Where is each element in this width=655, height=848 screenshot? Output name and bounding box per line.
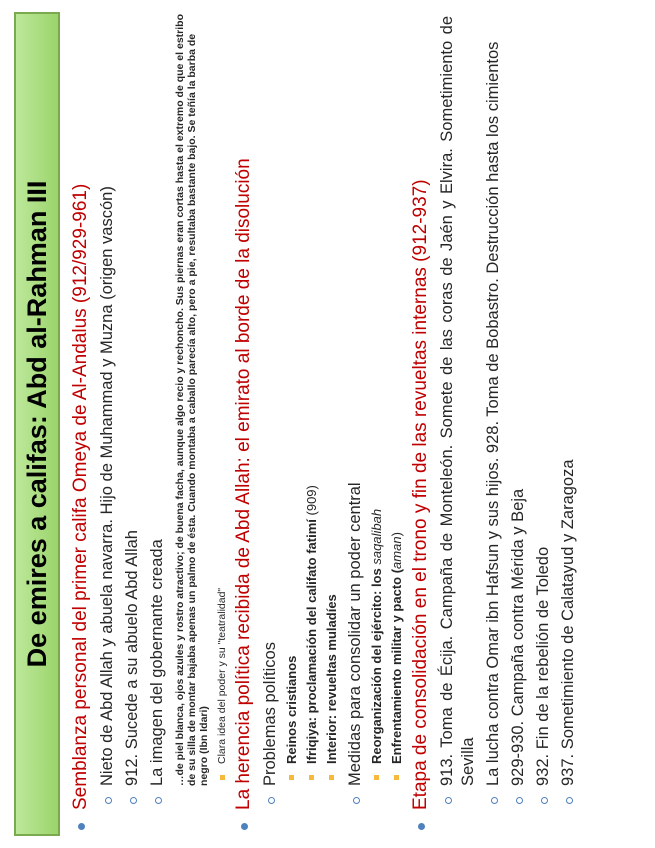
square-bullet-icon (329, 775, 334, 780)
ring-bullet-icon (445, 797, 452, 804)
ring-bullet-icon (105, 797, 112, 804)
ring-bullet-icon (353, 797, 360, 804)
slide-content (66, 10, 579, 840)
list-item: 937. Sometimiento de Calatayud y Zaragoza (558, 10, 579, 840)
list-item: La lucha contra Omar ibn Hafsun y sus hijos. 928. Toma de Bobastro. Destrucción hasta los cimientos (483, 10, 504, 840)
square-bullet-icon (220, 775, 225, 780)
list-item: 932. Fin de la rebelión de Toledo (533, 10, 554, 840)
square-bullet-icon (394, 775, 399, 780)
list-item: Nieto de Abd Allah y abuela navarra. Hijo de Muhammad y Muzna (origen vascón) (97, 10, 118, 840)
ring-bullet-icon (566, 797, 573, 804)
bullet-icon (418, 823, 425, 830)
list-item: 912. Sucede a su abuelo Abd Allah (122, 10, 143, 840)
sub-item: Ifriqiya: proclamación del califato fatimí (909) (303, 10, 321, 840)
bullet-icon (78, 823, 85, 830)
ring-bullet-icon (516, 797, 523, 804)
ring-bullet-icon (491, 797, 498, 804)
section-heading-semblanza: Semblanza personal del primer califa Omeya de Al-Andalus (912/929-961) (69, 10, 93, 840)
list-item: Problemas políticos (260, 10, 281, 840)
ring-bullet-icon (130, 797, 137, 804)
square-bullet-icon (309, 775, 314, 780)
ring-bullet-icon (541, 797, 548, 804)
list-item: La imagen del gobernante creada (147, 10, 168, 840)
section-heading-herencia: La herencia política recibida de Abd Allah: el emirato al borde de la disolución (232, 10, 256, 840)
slide-title: De emires a califas: Abd al-Rahman III (21, 180, 52, 668)
sub-item: Enfrentamiento militar y pacto (aman) (388, 10, 406, 840)
list-item: 929-930. Campaña contra Mérida y Beja (508, 10, 529, 840)
sub-item: Reinos cristianos (283, 10, 301, 840)
quote-ibn-idari: …de piel blanca, ojos azules y rostro atractivo; de buena facha, aunque algo recio y rechoncho. Sus piernas eran cortas hasta el extremo de que el estribo de su silla de montar bajaba apenas un palmo de ésta. Cuando montaba a caballo parecía alto, pero a pie, resultaba bastante bajo. Se teñía la barba de negro (Ibn Idari) (174, 14, 210, 786)
square-bullet-icon (374, 775, 379, 780)
list-item: Medidas para consolidar un poder central (345, 10, 366, 840)
title-bar (14, 12, 60, 836)
sub-item: Interior: revueltas muladíes (323, 10, 341, 840)
list-item: 913. Toma de Écija. Campaña de Monteleón. Somete de las coras de Jaén y Elvira. Sometimiento de Sevilla (437, 10, 479, 840)
sub-item: Reorganización del ejército: los saqalibah (368, 10, 386, 840)
sub-item: Clara idea del poder y su "teatralidad" (216, 10, 229, 840)
bullet-icon (241, 823, 248, 830)
square-bullet-icon (289, 775, 294, 780)
section-heading-consolidacion: Etapa de consolidación en el trono y fin de las revueltas internas (912-937) (409, 10, 433, 840)
ring-bullet-icon (268, 797, 275, 804)
ring-bullet-icon (155, 797, 162, 804)
